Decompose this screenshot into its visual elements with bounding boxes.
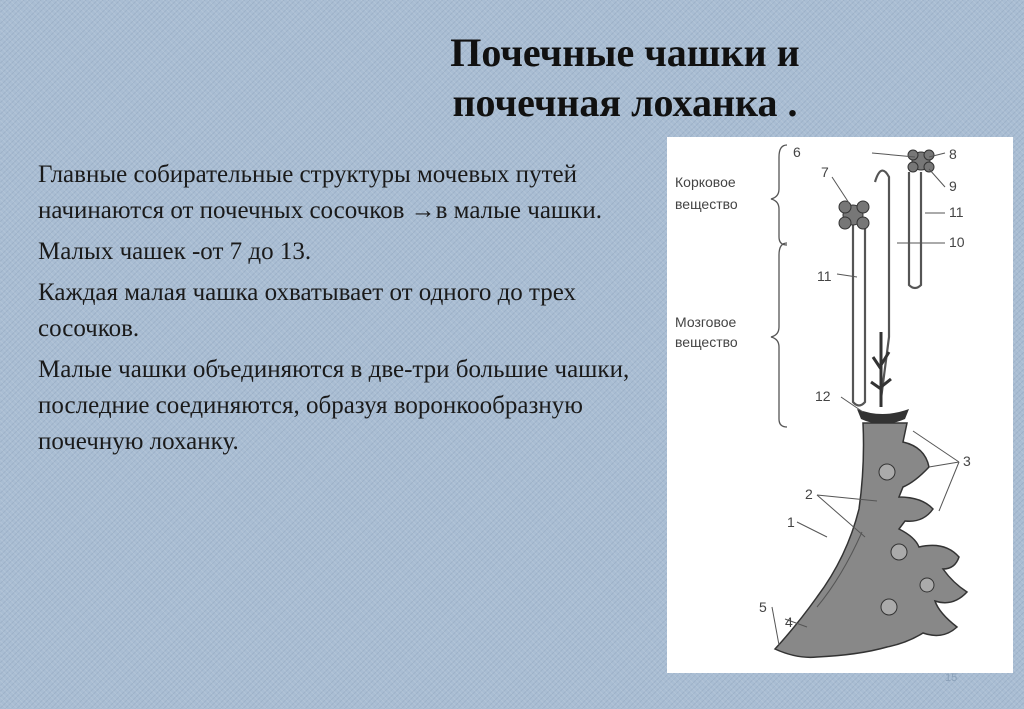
cortex-label-2: вещество (675, 196, 738, 212)
renal-pelvis (775, 423, 967, 657)
label-9: 9 (949, 178, 957, 194)
label-2: 2 (805, 486, 813, 502)
label-12: 12 (815, 388, 831, 404)
label-1: 1 (787, 514, 795, 530)
medulla-brace (771, 243, 787, 427)
label-11: 11 (949, 204, 964, 220)
papilla-in-calyx (879, 464, 895, 480)
paragraph: Каждая малая чашка охватывает от одного до трех сосочков. (38, 279, 577, 342)
loop-of-henle-short (909, 172, 921, 288)
label-5: 5 (759, 599, 767, 615)
paragraph: Главные собирательные структуры мочевых путей начинаются от почечных сосочков →в малые чашки. (38, 161, 602, 224)
cortex-brace (771, 145, 787, 245)
slide-number: 15 (945, 672, 958, 684)
kidney-calyces-figure (667, 137, 1013, 673)
cortex-label: Корковое (675, 174, 736, 190)
label-10: 10 (949, 234, 965, 250)
label-6: 6 (793, 144, 801, 160)
title-line-1: Почечные чашки и (450, 30, 800, 75)
label-11: 11 (817, 268, 832, 284)
papilla-tip (857, 409, 909, 424)
label-8: 8 (949, 146, 957, 162)
label-3: 3 (963, 453, 971, 469)
label-4: 4 (785, 614, 793, 630)
title-line-2: почечная лоханка . (452, 80, 798, 125)
paragraph: Малые чашки объединяются в две-три большие чашки, последние соединяются, образуя воронкообразную почечную лоханку. (38, 356, 630, 455)
body-text (38, 157, 638, 465)
medulla-label: Мозговое (675, 314, 737, 330)
paragraph: Малых чашек -от 7 до 13. (38, 238, 312, 265)
loop-of-henle (853, 217, 865, 406)
label-7: 7 (821, 164, 829, 180)
slide-title (330, 28, 920, 128)
medulla-label-2: вещество (675, 334, 738, 350)
